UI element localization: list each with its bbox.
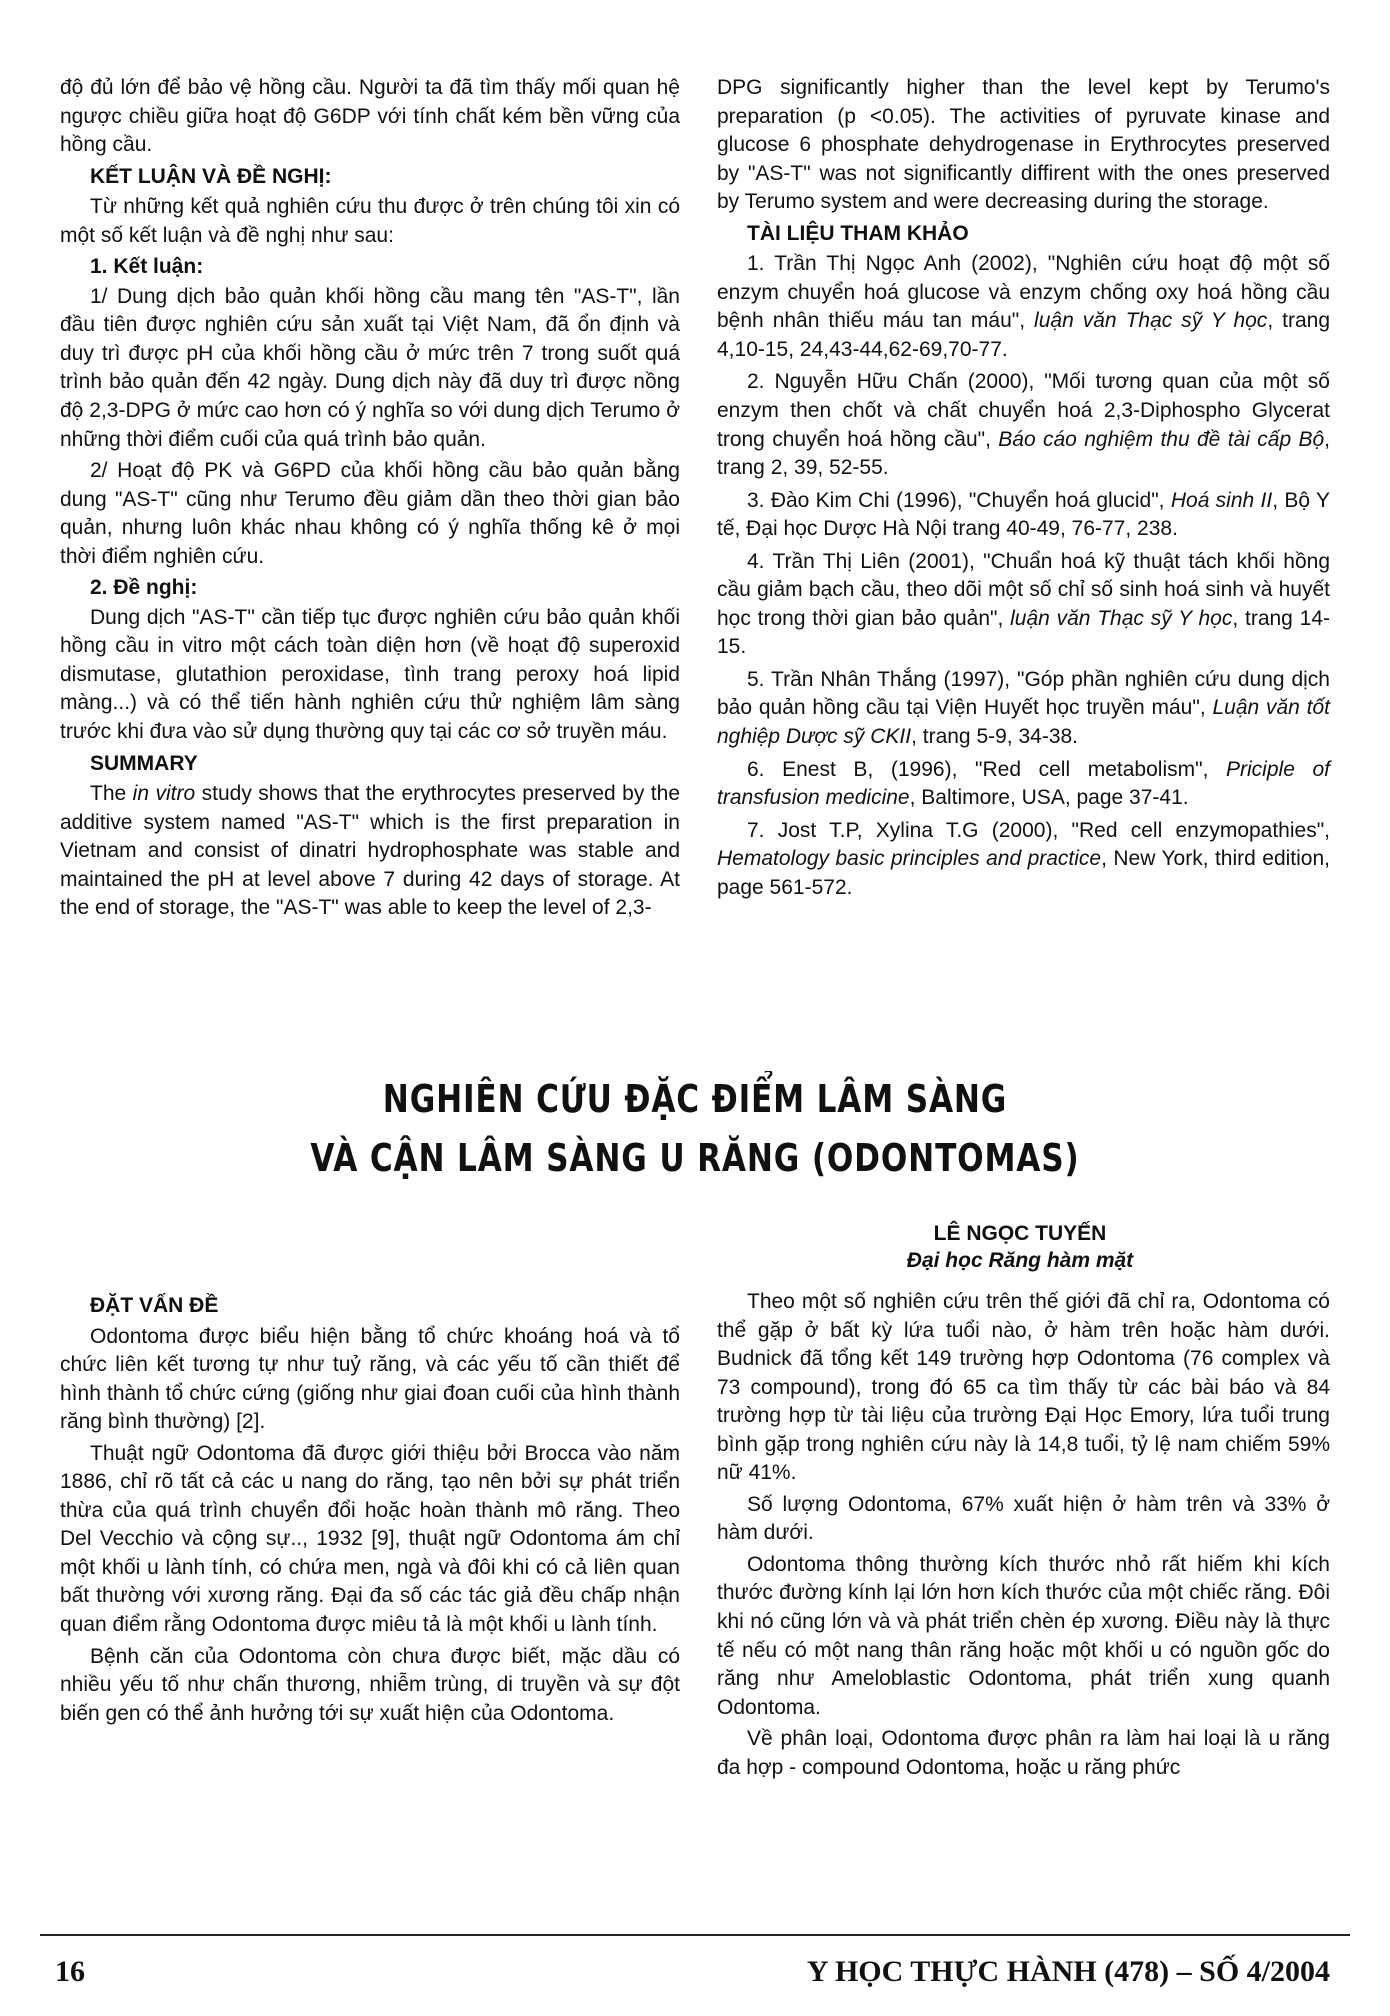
paragraph: độ đủ lớn để bảo vệ hồng cầu. Người ta đã tìm thấy mối quan hệ ngược chiều giữa hoạt độ G6DP với tính chất kém bền vững của hồng cầu.: [60, 76, 680, 157]
subheading-denghi: 2. Đề nghị:: [90, 576, 198, 600]
paragraph: Thuật ngữ Odontoma đã được giới thiệu bởi Brocca vào năm 1886, chỉ rõ tất cả các u nang do răng, tạo nên bởi sự phát triển thừa của quá trình chuyển đổi hoặc hoàn thành mô răng. Theo Del Vecchio và cộng sự.., 1932 [9], thuật ngữ Odontoma ám chỉ một khối u lành tính, có chứa men, ngà và đôi khi có cả liên quan bất thường với xương răng. Đại đa số các tác giả đều chấp nhận quan điểm rằng Odontoma được miêu tả là một khối u lành tính.: [60, 1441, 680, 1637]
section-heading-intro: ĐẶT VẤN ĐỀ: [90, 1294, 219, 1317]
paragraph: DPG significantly higher than the level kept by Terumo's preparation (p <0.05). The activities of pyruvate kinase and glucose 6 phosphate dehydrogenase in Erythrocytes preserved by "AS-T" was not significantly diffirent with the ones preserved by Terumo system and were decreasing during the storage.: [717, 76, 1330, 214]
subheading-ketluan: 1. Kết luận:: [90, 255, 204, 279]
article-title: [125, 1070, 1265, 1188]
paragraph: Số lượng Odontoma, 67% xuất hiện ở hàm trên và 33% ở hàm dưới.: [717, 1492, 1330, 1545]
paragraph: Dung dịch "AS-T" cần tiếp tục được nghiên cứu bảo quản khối hồng cầu in vitro một cách toàn diện hơn (về hoạt độ superoxid dismutase, glutathion peroxidase, tình trang peroxy hoá lipid màng...) và có thể tiến hành nghiên cứu thử nghiệm lâm sàng trước khi đưa vào sử dụng thường quy tại các cơ sở truyền máu.: [60, 605, 680, 744]
reference-list: [717, 250, 1330, 902]
paragraph: Odontoma được biểu hiện bằng tổ chức khoáng hoá và tổ chức liên kết tương tự như tuỷ răng, và các yếu tố cần thiết để hình thành tổ chức cứng (giống như giai đoan cuối của hình thành răng bình thường) [2].: [60, 1324, 680, 1434]
reference-item: 7. Jost T.P, Xylina T.G (2000), "Red cell enzymopathies", Hematology basic principles and practice, New York, third edition, page 561-572.: [717, 818, 1330, 899]
reference-item: 6. Enest B, (1996), "Red cell metabolism", Priciple of transfusion medicine, Baltimore, USA, page 37-41.: [717, 757, 1330, 810]
reference-item: 5. Trần Nhân Thắng (1997), "Góp phần nghiên cứu dung dịch bảo quản hồng cầu tại Viện Huyết học truyền máu", Luận văn tốt nghiệp Dược sỹ CKII, trang 5-9, 34-38.: [717, 667, 1331, 749]
top-right-column: [717, 74, 1330, 906]
journal-name: Y HỌC THỰC HÀNH (478) – SỐ 4/2004: [806, 1955, 1330, 1988]
section-heading-references: TÀI LIỆU THAM KHẢO: [747, 221, 969, 245]
article-title-line-2: VÀ CẬN LÂM SÀNG U RĂNG (ODONTOMAS): [310, 1135, 1080, 1180]
reference-item: 2. Nguyễn Hữu Chấn (2000), "Mối tương quan của một số enzym then chốt và chất chuyển hoá 2,3-Diphospho Glycerat trong chuyển hoá hồng cầu", Báo cáo nghiệm thu đề tài cấp Bộ, trang 2, 39, 52-55.: [717, 370, 1331, 480]
byline: [880, 1220, 1160, 1275]
summary-paragraph: The in vitro study shows that the erythrocytes preserved by the additive system named "AS-T" which is the first preparation in Vietnam and consist of dinatri hydrophosphate was stable and maintained the pH at level above 7 during 42 days of storage. At the end of storage, the "AS-T" was able to keep the level of 2,3-: [60, 782, 680, 920]
paragraph: Về phân loại, Odontoma được phân ra làm hai loại là u răng đa hợp - compound Odontoma, hoặc u răng phức: [717, 1727, 1330, 1779]
article-left-column: [60, 1290, 680, 1731]
paragraph: Odontoma thông thường kích thước nhỏ rất hiếm khi kích thước đường kính lại lớn hơn kích thước của một chiếc răng. Đôi khi nó cũng lớn và và phát triển chèn ép xương. Điều này là thực tế nếu có một nang thân răng hoặc một khối u có nguồn gốc do răng như Ameloblastic Odontoma, phát triển xung quanh Odontoma.: [717, 1552, 1330, 1719]
top-left-column: [60, 74, 680, 926]
page-number: 16: [55, 1955, 85, 1988]
paragraph: 1/ Dung dịch bảo quản khối hồng cầu mang tên "AS-T", lần đầu tiên được nghiên cứu sản xuất tại Việt Nam, đã ổn định và duy trì được pH của khối hồng cầu ở mức trên 7 trong suốt quá trình bảo quản đến 42 ngày. Dung dịch này đã duy trì được nồng độ 2,3-DPG ở mức cao hơn có ý nghĩa so với dung dịch Terumo ở những thời điểm cuối của quá trình bảo quản.: [60, 284, 680, 451]
article-title-line-1: NGHIÊN CỨU ĐẶC ĐIỂM LÂM SÀNG: [382, 1077, 1008, 1121]
paragraph: Bệnh căn của Odontoma còn chưa được biết, mặc dầu có nhiều yếu tố như chấn thương, nhiễm trùng, di truyền và sự đột biến gen có thể ảnh hưởng tới sự xuất hiện của Odontoma.: [60, 1644, 680, 1725]
footer-rule: [40, 1934, 1350, 1936]
section-heading-summary: SUMMARY: [90, 751, 198, 775]
paragraph: 2/ Hoạt độ PK và G6PD của khối hồng cầu bảo quản bằng dung "AS-T" cũng như Terumo đều giảm dần theo thời gian bảo quản, nhưng luôn khác nhau không có ý nghĩa thống kê ở mọi thời điểm nghiên cứu.: [60, 459, 680, 568]
paragraph: Theo một số nghiên cứu trên thế giới đã chỉ ra, Odontoma có thể gặp ở bất kỳ lứa tuổi nào, ở hàm trên hoặc hàm dưới. Budnick đã tổng kết 149 trường hợp Odontoma (76 complex và 73 compound), trong đó 65 ca tìm thấy từ các bài báo và 84 trường hợp từ tài liệu của trường Đại Học Emory, lứa tuổi trung bình gặp trong nghiên cứu này là 14,8 tuổi, tỷ lệ nam chiếm 59% nữ 41%.: [717, 1290, 1330, 1485]
article-right-column: [717, 1288, 1330, 1785]
section-heading-conclusion: KẾT LUẬN VÀ ĐỀ NGHỊ:: [90, 164, 332, 188]
paragraph: Từ những kết quả nghiên cứu thu được ở trên chúng tôi xin có một số kết luận và đề nghị như sau:: [60, 195, 680, 247]
author-affiliation: Đại học Răng hàm mặt: [906, 1249, 1134, 1273]
author-name: LÊ NGỌC TUYẾN: [933, 1222, 1107, 1245]
reference-item: 3. Đào Kim Chi (1996), "Chuyển hoá glucid", Hoá sinh II, Bộ Y tế, Đại học Dược Hà Nội trang 40-49, 76-77, 238.: [717, 488, 1330, 541]
reference-item: 1. Trần Thị Ngọc Anh (2002), "Nghiên cứu hoạt độ một số enzym chuyển hoá glucose và enzym chống oxy hoá hồng cầu bệnh nhân thiếu máu tan máu", luận văn Thạc sỹ Y học, trang 4,10-15, 24,43-44,62-69,70-77.: [717, 252, 1330, 361]
reference-item: 4. Trần Thị Liên (2001), "Chuẩn hoá kỹ thuật tách khối hồng cầu giảm bạch cầu, theo dõi một số chỉ số sinh hoá sinh và huyết học trong thời gian bảo quản", luận văn Thạc sỹ Y học, trang 14-15.: [717, 549, 1330, 659]
